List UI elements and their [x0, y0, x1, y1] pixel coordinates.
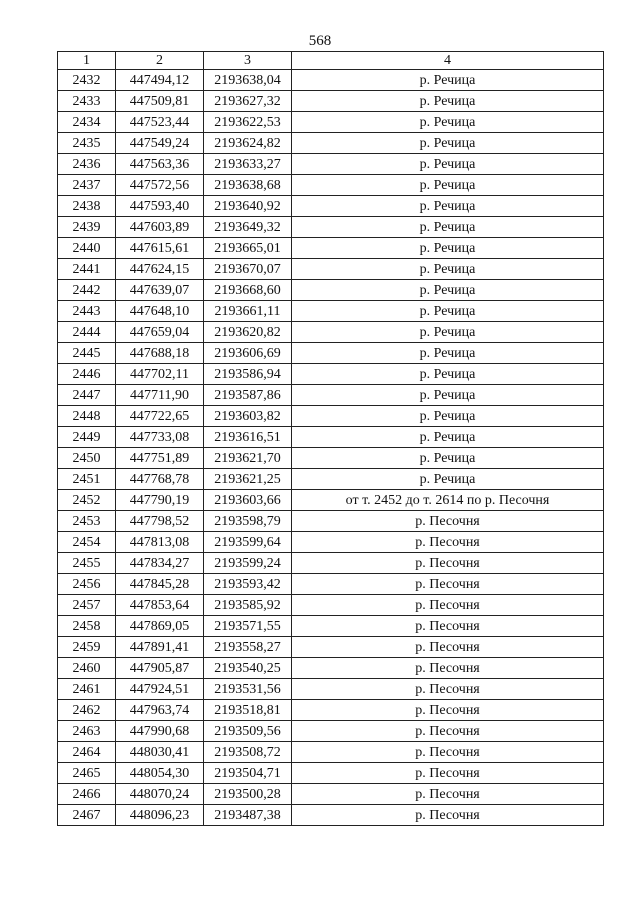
x-coordinate-cell: 447768,78 — [116, 469, 204, 490]
table-row — [58, 91, 604, 112]
x-coordinate-cell: 447711,90 — [116, 385, 204, 406]
description-cell: р. Песочня — [292, 574, 604, 595]
description-cell: р. Песочня — [292, 511, 604, 532]
description-cell: р. Речица — [292, 196, 604, 217]
y-coordinate-cell: 2193509,56 — [204, 721, 292, 742]
description-cell: р. Речица — [292, 154, 604, 175]
x-coordinate-cell: 448070,24 — [116, 784, 204, 805]
point-number-cell: 2439 — [58, 217, 116, 238]
description-cell: р. Речица — [292, 364, 604, 385]
point-number-cell: 2449 — [58, 427, 116, 448]
point-number-cell: 2460 — [58, 658, 116, 679]
x-coordinate-cell: 447869,05 — [116, 616, 204, 637]
x-coordinate-cell: 447813,08 — [116, 532, 204, 553]
table-row — [58, 301, 604, 322]
coordinates-table — [57, 51, 604, 826]
y-coordinate-cell: 2193508,72 — [204, 742, 292, 763]
point-number-cell: 2448 — [58, 406, 116, 427]
x-coordinate-cell: 447751,89 — [116, 448, 204, 469]
table-row — [58, 385, 604, 406]
x-coordinate-cell: 447615,61 — [116, 238, 204, 259]
x-coordinate-cell: 447891,41 — [116, 637, 204, 658]
table-row — [58, 175, 604, 196]
table-body — [58, 70, 604, 826]
table-row — [58, 511, 604, 532]
description-cell: р. Речица — [292, 406, 604, 427]
y-coordinate-cell: 2193624,82 — [204, 133, 292, 154]
description-cell: р. Песочня — [292, 532, 604, 553]
table-row — [58, 322, 604, 343]
point-number-cell: 2456 — [58, 574, 116, 595]
y-coordinate-cell: 2193599,64 — [204, 532, 292, 553]
y-coordinate-cell: 2193622,53 — [204, 112, 292, 133]
x-coordinate-cell: 447494,12 — [116, 70, 204, 91]
y-coordinate-cell: 2193616,51 — [204, 427, 292, 448]
y-coordinate-cell: 2193633,27 — [204, 154, 292, 175]
x-coordinate-cell: 447549,24 — [116, 133, 204, 154]
table-row — [58, 763, 604, 784]
y-coordinate-cell: 2193531,56 — [204, 679, 292, 700]
description-cell: р. Песочня — [292, 763, 604, 784]
table-row — [58, 427, 604, 448]
point-number-cell: 2451 — [58, 469, 116, 490]
table-row — [58, 70, 604, 91]
point-number-cell: 2452 — [58, 490, 116, 511]
table-row — [58, 721, 604, 742]
table-row — [58, 532, 604, 553]
table-row — [58, 700, 604, 721]
table-row — [58, 238, 604, 259]
y-coordinate-cell: 2193586,94 — [204, 364, 292, 385]
point-number-cell: 2466 — [58, 784, 116, 805]
description-cell: р. Речица — [292, 322, 604, 343]
y-coordinate-cell: 2193558,27 — [204, 637, 292, 658]
y-coordinate-cell: 2193661,11 — [204, 301, 292, 322]
point-number-cell: 2435 — [58, 133, 116, 154]
x-coordinate-cell: 447733,08 — [116, 427, 204, 448]
y-coordinate-cell: 2193665,01 — [204, 238, 292, 259]
x-coordinate-cell: 447659,04 — [116, 322, 204, 343]
y-coordinate-cell: 2193670,07 — [204, 259, 292, 280]
x-coordinate-cell: 447924,51 — [116, 679, 204, 700]
table-row — [58, 154, 604, 175]
point-number-cell: 2464 — [58, 742, 116, 763]
table-row — [58, 658, 604, 679]
x-coordinate-cell: 447853,64 — [116, 595, 204, 616]
y-coordinate-cell: 2193621,25 — [204, 469, 292, 490]
description-cell: р. Речица — [292, 301, 604, 322]
table-row — [58, 679, 604, 700]
description-cell: р. Речица — [292, 469, 604, 490]
x-coordinate-cell: 447790,19 — [116, 490, 204, 511]
table-row — [58, 343, 604, 364]
y-coordinate-cell: 2193640,92 — [204, 196, 292, 217]
column-header-1: 1 — [58, 52, 116, 70]
table-row — [58, 595, 604, 616]
x-coordinate-cell: 448030,41 — [116, 742, 204, 763]
point-number-cell: 2432 — [58, 70, 116, 91]
table-row — [58, 616, 604, 637]
table-row — [58, 280, 604, 301]
y-coordinate-cell: 2193620,82 — [204, 322, 292, 343]
y-coordinate-cell: 2193598,79 — [204, 511, 292, 532]
table-row — [58, 364, 604, 385]
x-coordinate-cell: 447688,18 — [116, 343, 204, 364]
table-row — [58, 553, 604, 574]
point-number-cell: 2442 — [58, 280, 116, 301]
x-coordinate-cell: 447509,81 — [116, 91, 204, 112]
description-cell: р. Речица — [292, 343, 604, 364]
point-number-cell: 2459 — [58, 637, 116, 658]
y-coordinate-cell: 2193627,32 — [204, 91, 292, 112]
point-number-cell: 2445 — [58, 343, 116, 364]
y-coordinate-cell: 2193621,70 — [204, 448, 292, 469]
column-header-2: 2 — [116, 52, 204, 70]
page-number: 568 — [308, 33, 332, 49]
x-coordinate-cell: 447563,36 — [116, 154, 204, 175]
point-number-cell: 2453 — [58, 511, 116, 532]
table-header-row — [58, 52, 604, 70]
table-row — [58, 742, 604, 763]
x-coordinate-cell: 447990,68 — [116, 721, 204, 742]
x-coordinate-cell: 447905,87 — [116, 658, 204, 679]
description-cell: р. Речица — [292, 112, 604, 133]
table-row — [58, 448, 604, 469]
description-cell: р. Речица — [292, 259, 604, 280]
table-row — [58, 112, 604, 133]
description-cell: р. Песочня — [292, 700, 604, 721]
x-coordinate-cell: 447593,40 — [116, 196, 204, 217]
x-coordinate-cell: 447603,89 — [116, 217, 204, 238]
x-coordinate-cell: 447834,27 — [116, 553, 204, 574]
x-coordinate-cell: 447722,65 — [116, 406, 204, 427]
y-coordinate-cell: 2193603,66 — [204, 490, 292, 511]
point-number-cell: 2433 — [58, 91, 116, 112]
description-cell: р. Песочня — [292, 553, 604, 574]
x-coordinate-cell: 448096,23 — [116, 805, 204, 826]
point-number-cell: 2440 — [58, 238, 116, 259]
point-number-cell: 2450 — [58, 448, 116, 469]
y-coordinate-cell: 2193504,71 — [204, 763, 292, 784]
point-number-cell: 2437 — [58, 175, 116, 196]
y-coordinate-cell: 2193606,69 — [204, 343, 292, 364]
table-row — [58, 133, 604, 154]
description-cell: р. Речица — [292, 448, 604, 469]
y-coordinate-cell: 2193603,82 — [204, 406, 292, 427]
point-number-cell: 2436 — [58, 154, 116, 175]
description-cell: р. Речица — [292, 385, 604, 406]
point-number-cell: 2441 — [58, 259, 116, 280]
y-coordinate-cell: 2193638,04 — [204, 70, 292, 91]
point-number-cell: 2455 — [58, 553, 116, 574]
x-coordinate-cell: 448054,30 — [116, 763, 204, 784]
point-number-cell: 2434 — [58, 112, 116, 133]
point-number-cell: 2447 — [58, 385, 116, 406]
y-coordinate-cell: 2193599,24 — [204, 553, 292, 574]
table-row — [58, 469, 604, 490]
y-coordinate-cell: 2193487,38 — [204, 805, 292, 826]
description-cell: р. Речица — [292, 175, 604, 196]
point-number-cell: 2465 — [58, 763, 116, 784]
x-coordinate-cell: 447845,28 — [116, 574, 204, 595]
y-coordinate-cell: 2193638,68 — [204, 175, 292, 196]
table-row — [58, 259, 604, 280]
y-coordinate-cell: 2193587,86 — [204, 385, 292, 406]
description-cell: р. Речица — [292, 427, 604, 448]
y-coordinate-cell: 2193593,42 — [204, 574, 292, 595]
x-coordinate-cell: 447702,11 — [116, 364, 204, 385]
point-number-cell: 2443 — [58, 301, 116, 322]
description-cell: р. Речица — [292, 70, 604, 91]
y-coordinate-cell: 2193518,81 — [204, 700, 292, 721]
y-coordinate-cell: 2193668,60 — [204, 280, 292, 301]
x-coordinate-cell: 447624,15 — [116, 259, 204, 280]
description-cell: р. Речица — [292, 217, 604, 238]
x-coordinate-cell: 447639,07 — [116, 280, 204, 301]
table-row — [58, 406, 604, 427]
point-number-cell: 2444 — [58, 322, 116, 343]
column-header-4: 4 — [292, 52, 604, 70]
description-cell: р. Песочня — [292, 784, 604, 805]
description-cell: р. Речица — [292, 133, 604, 154]
table-row — [58, 805, 604, 826]
description-cell: р. Речица — [292, 91, 604, 112]
description-cell: р. Песочня — [292, 616, 604, 637]
column-header-3: 3 — [204, 52, 292, 70]
description-cell: р. Песочня — [292, 637, 604, 658]
y-coordinate-cell: 2193500,28 — [204, 784, 292, 805]
description-cell: р. Речица — [292, 238, 604, 259]
point-number-cell: 2454 — [58, 532, 116, 553]
y-coordinate-cell: 2193649,32 — [204, 217, 292, 238]
point-number-cell: 2458 — [58, 616, 116, 637]
description-cell: р. Песочня — [292, 679, 604, 700]
point-number-cell: 2462 — [58, 700, 116, 721]
x-coordinate-cell: 447963,74 — [116, 700, 204, 721]
y-coordinate-cell: 2193571,55 — [204, 616, 292, 637]
table-row — [58, 574, 604, 595]
description-cell: р. Речица — [292, 280, 604, 301]
point-number-cell: 2461 — [58, 679, 116, 700]
point-number-cell: 2457 — [58, 595, 116, 616]
description-cell: р. Песочня — [292, 595, 604, 616]
description-cell: р. Песочня — [292, 742, 604, 763]
description-cell: от т. 2452 до т. 2614 по р. Песочня — [292, 490, 604, 511]
table-row — [58, 196, 604, 217]
description-cell: р. Песочня — [292, 658, 604, 679]
point-number-cell: 2446 — [58, 364, 116, 385]
x-coordinate-cell: 447648,10 — [116, 301, 204, 322]
description-cell: р. Песочня — [292, 805, 604, 826]
table-row — [58, 490, 604, 511]
table-row — [58, 217, 604, 238]
x-coordinate-cell: 447572,56 — [116, 175, 204, 196]
x-coordinate-cell: 447798,52 — [116, 511, 204, 532]
point-number-cell: 2438 — [58, 196, 116, 217]
y-coordinate-cell: 2193585,92 — [204, 595, 292, 616]
description-cell: р. Песочня — [292, 721, 604, 742]
point-number-cell: 2463 — [58, 721, 116, 742]
point-number-cell: 2467 — [58, 805, 116, 826]
table-row — [58, 784, 604, 805]
y-coordinate-cell: 2193540,25 — [204, 658, 292, 679]
table-row — [58, 637, 604, 658]
x-coordinate-cell: 447523,44 — [116, 112, 204, 133]
